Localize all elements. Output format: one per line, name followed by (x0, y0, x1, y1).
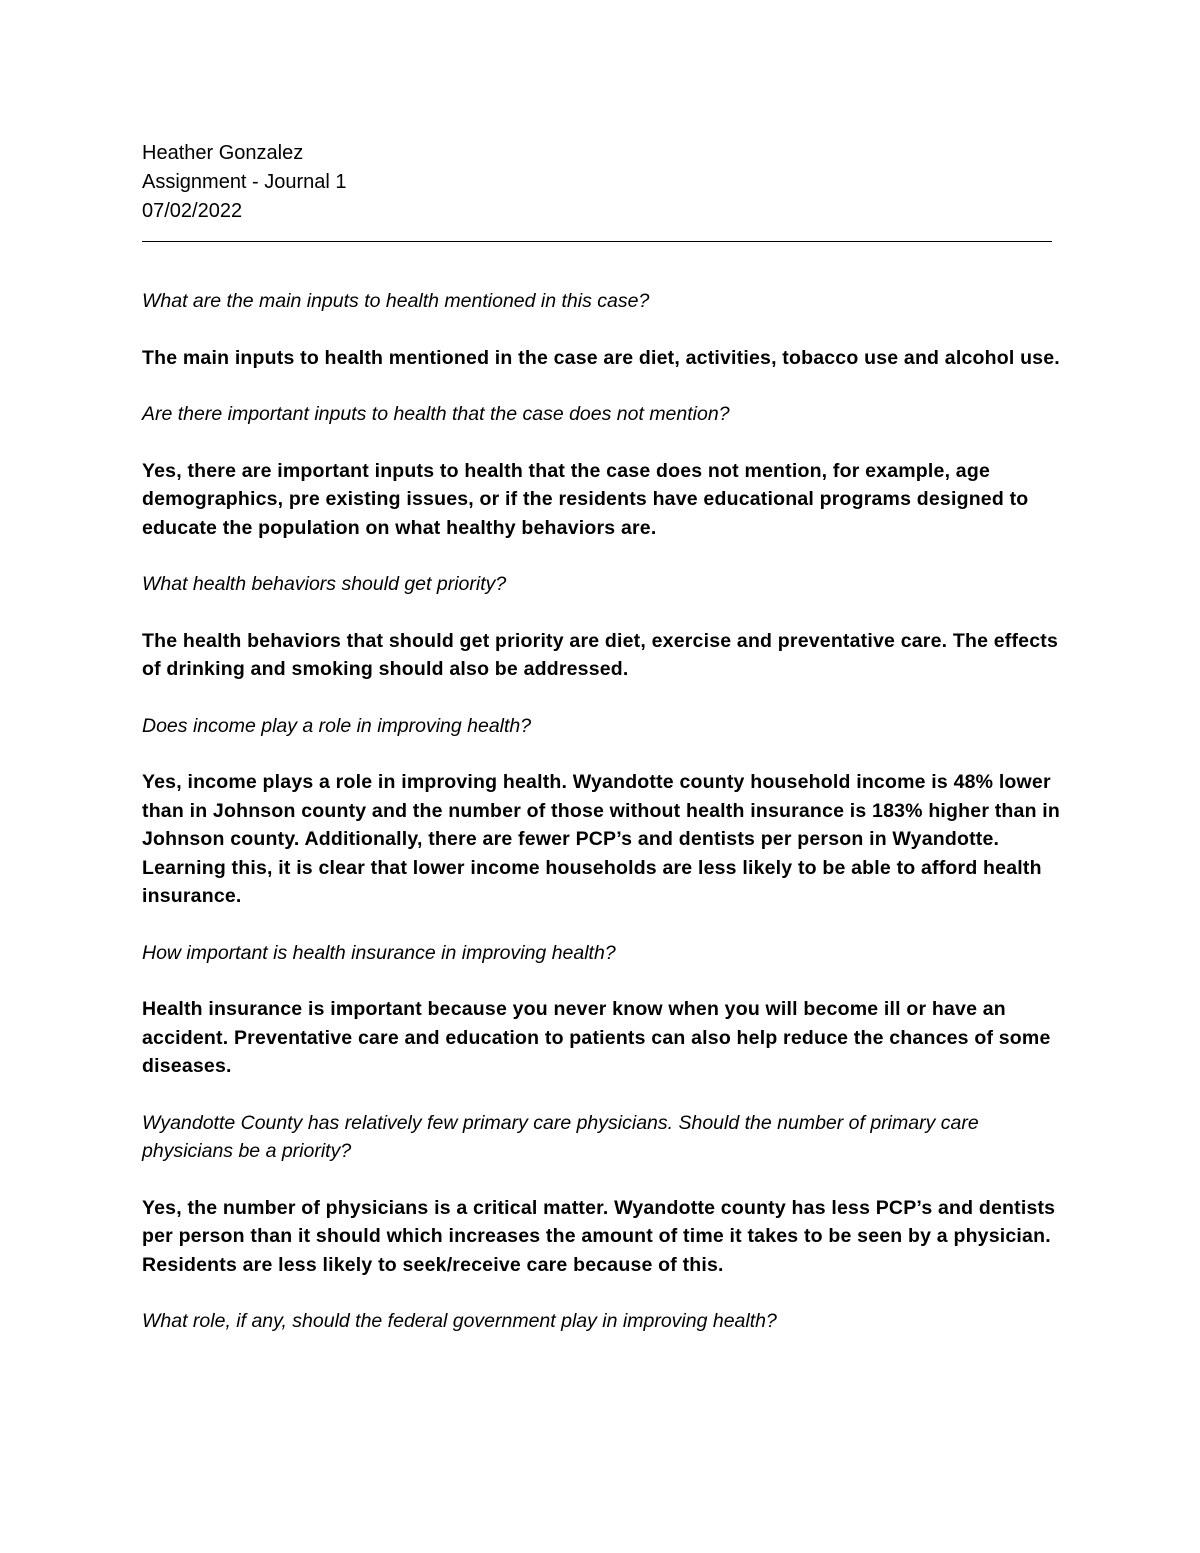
question-5: How important is health insurance in improving health? (142, 941, 616, 964)
question-4: Does income play a role in improving health? (142, 714, 532, 737)
question-6: Wyandotte County has relatively few primary care physicians. Should the number of primary care physicians be a priority? (142, 1111, 979, 1162)
answer-2: Yes, there are important inputs to health that the case does not mention, for example, age demographics, pre existing issues, or if the residents have educational programs designed to educate the population on what healthy behaviors are. (142, 459, 1029, 539)
question-3: What health behaviors should get priority? (142, 573, 507, 595)
answer-6: Yes, the number of physicians is a critical matter. Wyandotte county has less PCP’s and dentists per person than it should which increases the amount of time it takes to be seen by a physician. Residents are less likely to seek/receive care because of this. (142, 1196, 1056, 1276)
answer-5: Health insurance is important because you never know when you will become ill or have an accident. Preventative care and education to patients can also help reduce the chances of some diseases. (142, 998, 1051, 1077)
answer-3: The health behaviors that should get priority are diet, exercise and preventative care. The effects of drinking and smoking should also be addressed. (142, 629, 1058, 680)
question-7: What role, if any, should the federal government play in improving health? (142, 1310, 777, 1332)
assignment-title: Assignment - Journal 1 (142, 171, 347, 193)
author-name: Heather Gonzalez (142, 142, 304, 164)
document-page (142, 139, 1062, 1336)
answer-4: Yes, income plays a role in improving health. Wyandotte county household income is 48% lower than in Johnson county and the number of those without health insurance is 183% higher than in Johnson county. Additionally, there are fewer PCP’s and dentists per person in Wyandotte. Learning this, it is clear that lower income households are less likely to be able to afford health insurance. (142, 771, 1061, 907)
horizontal-divider (142, 230, 1062, 259)
question-2: Are there important inputs to health that the case does not mention? (142, 403, 730, 425)
assignment-date: 07/02/2022 (142, 200, 243, 222)
answer-1: The main inputs to health mentioned in the case are diet, activities, tobacco use and alcohol use. (142, 346, 1060, 369)
question-1: What are the main inputs to health mentioned in this case? (142, 290, 650, 312)
